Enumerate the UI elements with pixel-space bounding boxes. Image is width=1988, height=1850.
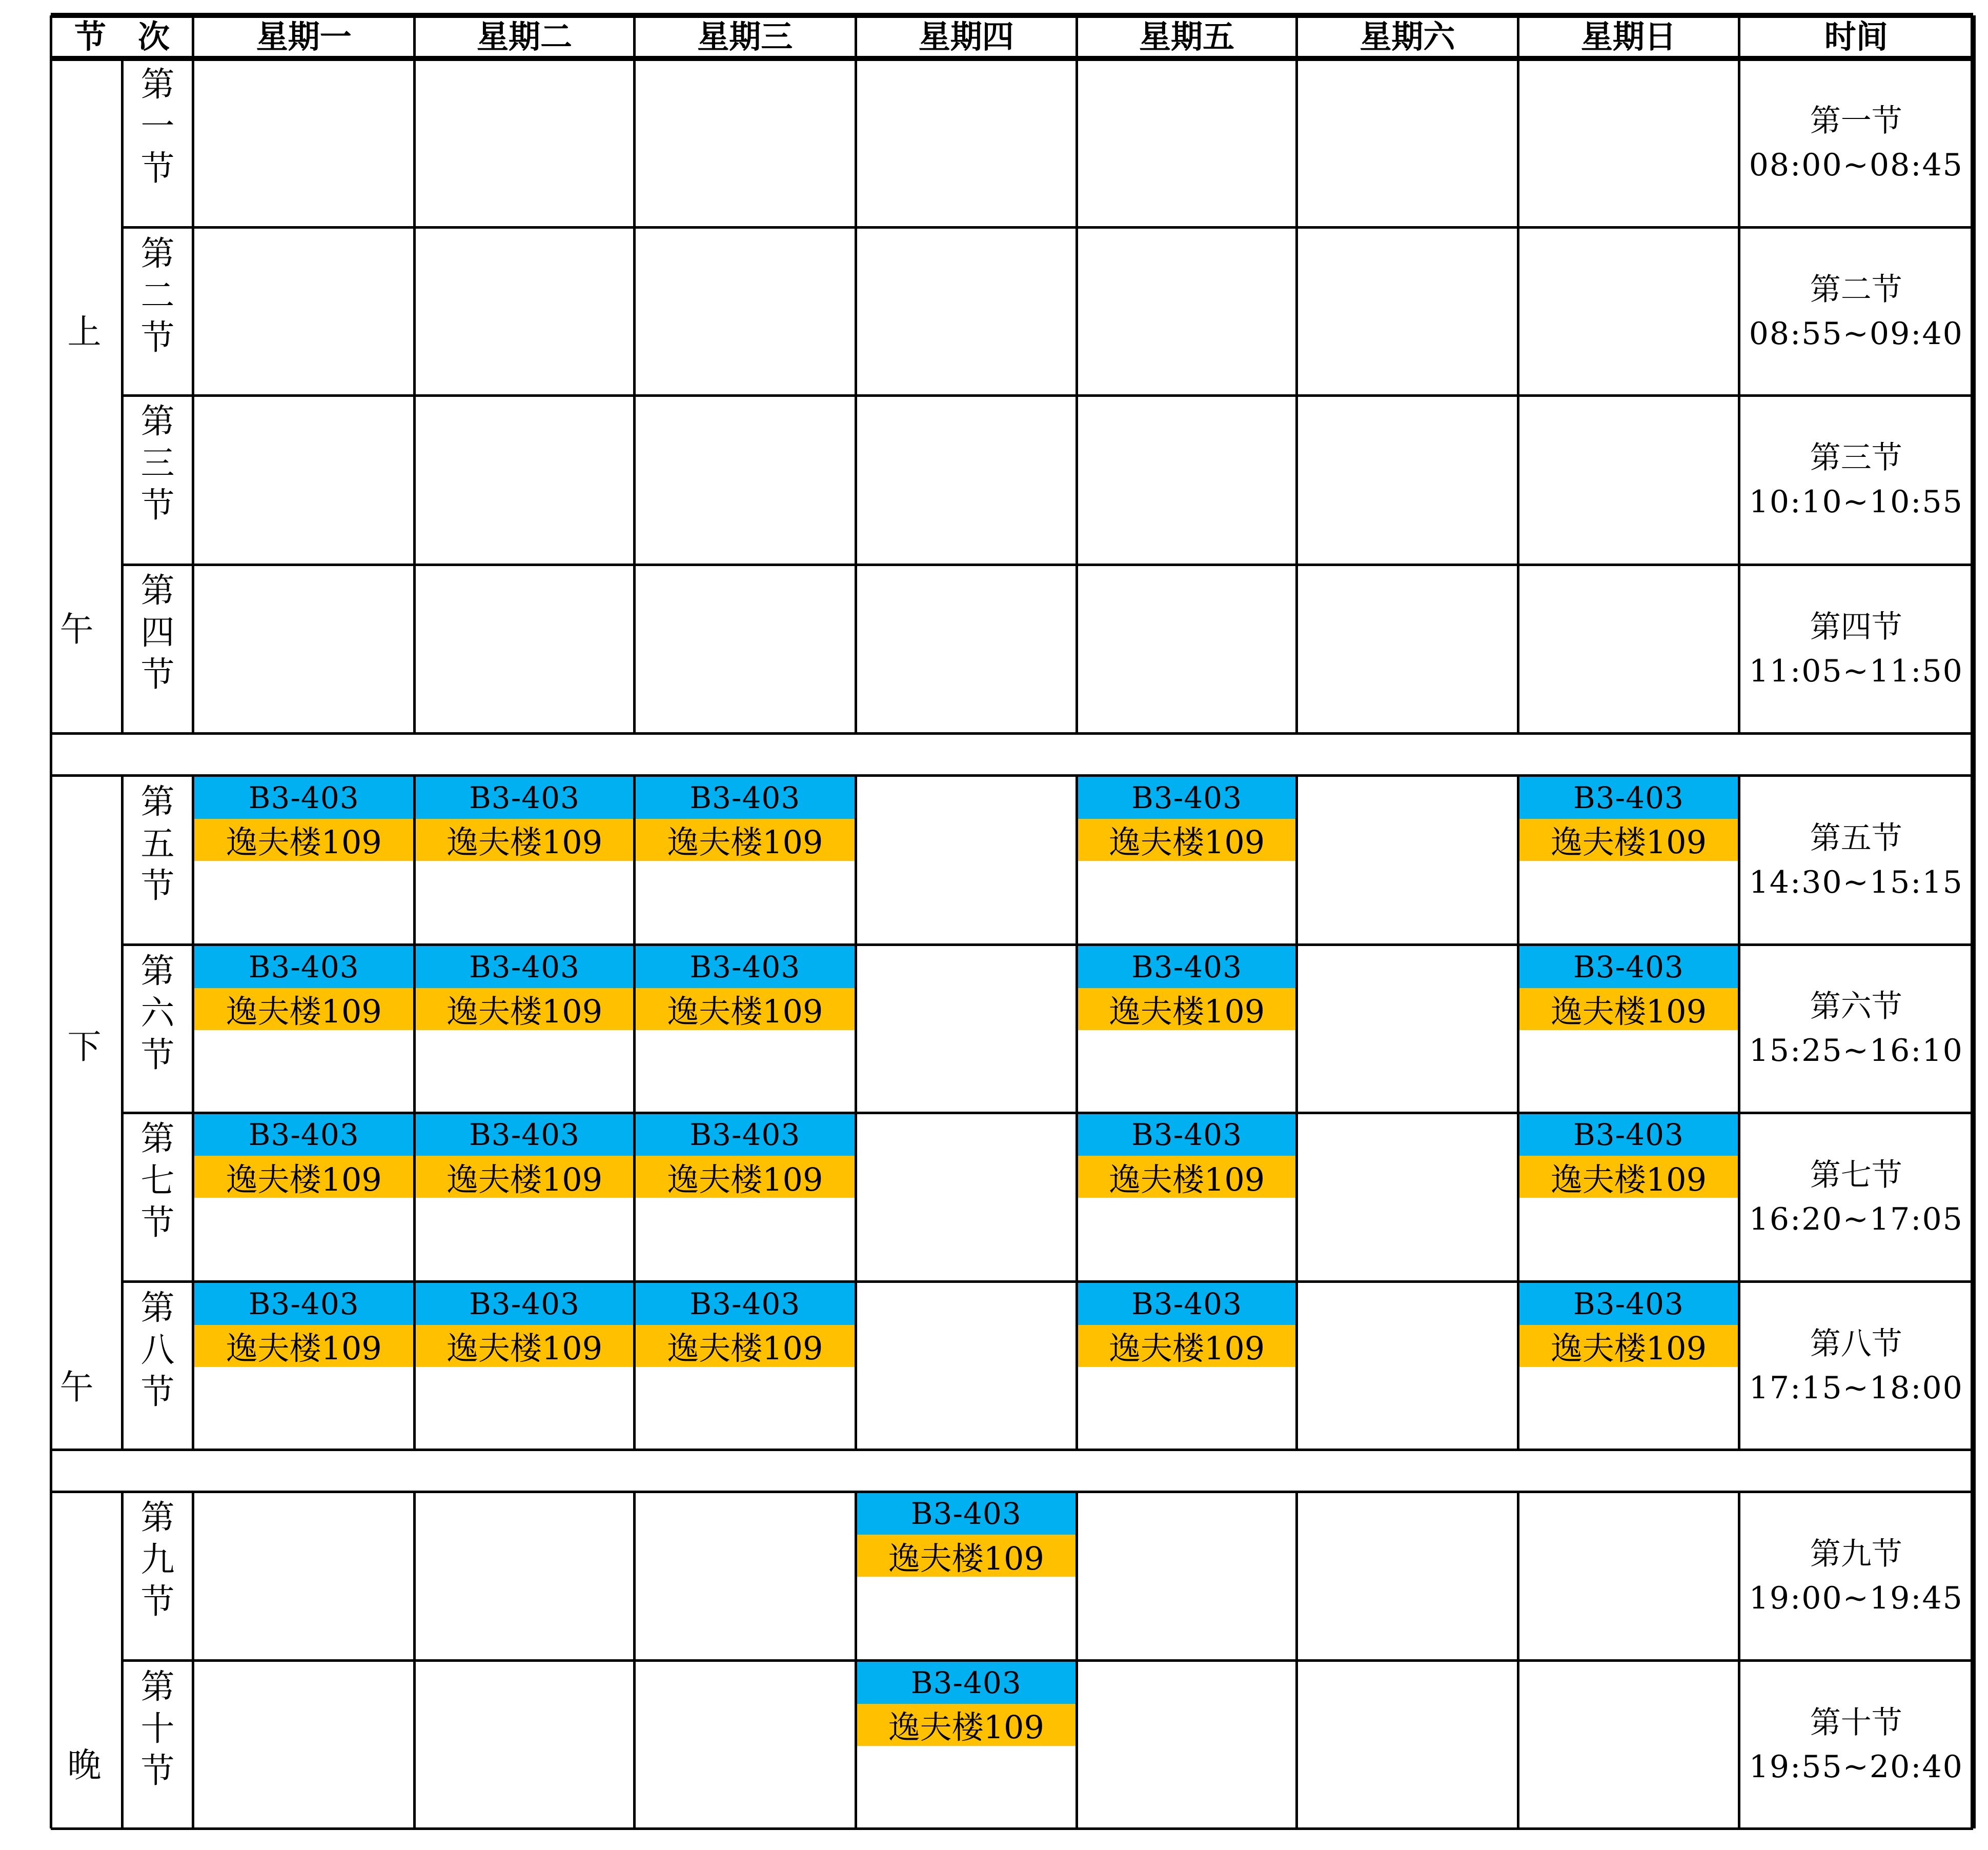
period-label-char: 节 (140, 1751, 175, 1791)
course-building: 逸夫楼109 (1078, 1156, 1296, 1198)
period-label-char: 第 (140, 1118, 175, 1158)
period-label-char: 节 (140, 1372, 175, 1412)
course-room: B3-403 (1078, 946, 1296, 988)
period-time (1739, 565, 1973, 734)
course-building: 逸夫楼109 (1519, 1325, 1738, 1367)
period-label-char: 节 (140, 866, 175, 906)
period-range: 08:00~08:45 (1749, 147, 1963, 183)
period-name: 第七节 (1810, 1157, 1902, 1193)
period-label-char: 十 (140, 1708, 175, 1748)
period-range: 14:30~15:15 (1749, 864, 1963, 900)
course-block[interactable] (415, 946, 633, 1030)
table-border-bottom (51, 1827, 1973, 1830)
break-band-line (51, 774, 1973, 777)
grid-row-line (122, 1280, 1973, 1283)
period-label (122, 1492, 193, 1661)
period-time (1739, 395, 1973, 565)
course-block[interactable] (194, 777, 414, 861)
header-col-divider (1076, 15, 1078, 58)
period-time (1739, 228, 1973, 395)
header-col-divider (413, 15, 416, 58)
period-name: 第十节 (1810, 1704, 1902, 1741)
course-room: B3-403 (1519, 946, 1738, 988)
course-room: B3-403 (636, 1283, 855, 1325)
period-label-char: 第 (140, 401, 175, 441)
period-name: 第二节 (1810, 271, 1902, 308)
header-time: 时间 (1824, 17, 1888, 55)
course-block[interactable] (1078, 946, 1296, 1030)
course-room: B3-403 (415, 1283, 633, 1325)
course-block[interactable] (194, 1114, 414, 1198)
period-label-char: 第 (140, 1666, 175, 1706)
course-building: 逸夫楼109 (415, 988, 633, 1030)
course-room: B3-403 (857, 1493, 1076, 1535)
header-day: 星期六 (1360, 17, 1455, 55)
break-band-line (51, 1491, 1973, 1493)
course-building: 逸夫楼109 (636, 988, 855, 1030)
course-room: B3-403 (1519, 777, 1738, 819)
course-block[interactable] (194, 946, 414, 1030)
course-building: 逸夫楼109 (1519, 819, 1738, 861)
period-range: 16:20~17:05 (1749, 1201, 1963, 1237)
break-band-line (51, 1449, 1973, 1451)
period-name: 第三节 (1810, 440, 1902, 476)
period-label-char: 第 (140, 781, 175, 821)
period-label-char: 节 (140, 1202, 175, 1242)
period-name: 第一节 (1810, 103, 1902, 139)
grid-row-line (122, 1659, 1973, 1662)
course-block[interactable] (857, 1493, 1076, 1577)
period-range: 19:00~19:45 (1749, 1580, 1963, 1616)
course-building: 逸夫楼109 (636, 1325, 855, 1367)
half-label-evening: 晚 (67, 1745, 102, 1785)
course-block[interactable] (857, 1662, 1076, 1746)
course-building: 逸夫楼109 (1519, 1156, 1738, 1198)
half-label-afternoon: 下 (67, 1027, 102, 1067)
course-room: B3-403 (415, 1114, 633, 1156)
course-building: 逸夫楼109 (857, 1535, 1076, 1577)
course-room: B3-403 (415, 777, 633, 819)
course-building: 逸夫楼109 (194, 1325, 414, 1367)
course-building: 逸夫楼109 (636, 1156, 855, 1198)
period-range: 10:10~10:55 (1749, 484, 1963, 520)
period-label-char: 五 (140, 823, 175, 863)
table-border-right (1971, 15, 1976, 1828)
period-name: 第五节 (1810, 820, 1902, 856)
period-label (122, 776, 193, 945)
break-band-line (51, 732, 1973, 735)
period-label-char: 第 (140, 571, 175, 611)
course-room: B3-403 (636, 1114, 855, 1156)
period-label-char: 第 (140, 1497, 175, 1537)
course-building: 逸夫楼109 (857, 1704, 1076, 1746)
period-label (122, 1661, 193, 1828)
course-building: 逸夫楼109 (1078, 988, 1296, 1030)
course-room: B3-403 (1519, 1283, 1738, 1325)
period-label (122, 945, 193, 1113)
period-label (122, 565, 193, 734)
course-block[interactable] (1519, 946, 1738, 1030)
course-building: 逸夫楼109 (1519, 988, 1738, 1030)
period-label-char: 六 (140, 993, 175, 1033)
course-building: 逸夫楼109 (194, 1156, 414, 1198)
grid-row-line (122, 1112, 1973, 1114)
period-label-char: 节 (140, 1035, 175, 1075)
period-time (1739, 1661, 1973, 1828)
period-range: 17:15~18:00 (1749, 1370, 1963, 1406)
header-col-divider (633, 15, 636, 58)
course-block[interactable] (636, 1283, 855, 1367)
header-day: 星期二 (476, 17, 572, 55)
course-building: 逸夫楼109 (636, 819, 855, 861)
course-room: B3-403 (636, 777, 855, 819)
header-day: 星期日 (1580, 17, 1676, 55)
course-block[interactable] (1519, 1283, 1738, 1367)
period-name: 第八节 (1810, 1325, 1902, 1362)
period-range: 19:55~20:40 (1749, 1748, 1963, 1785)
header-divider (51, 56, 1973, 61)
header-day: 星期三 (697, 17, 793, 55)
period-label (122, 1282, 193, 1450)
period-label-char: 七 (140, 1160, 175, 1200)
header-day: 星期五 (1139, 17, 1235, 55)
course-block[interactable] (1519, 777, 1738, 861)
course-room: B3-403 (1078, 777, 1296, 819)
grid-row-line (122, 226, 1973, 229)
grid-row-line (122, 943, 1973, 946)
course-building: 逸夫楼109 (1078, 819, 1296, 861)
half-label-morning: 午 (59, 610, 94, 650)
grid-row-line (122, 564, 1973, 566)
course-block[interactable] (415, 777, 633, 861)
header-corner: 节 次 (74, 17, 170, 55)
period-time (1739, 1113, 1973, 1282)
grid-row-line (122, 394, 1973, 397)
period-time (1739, 776, 1973, 945)
course-room: B3-403 (1519, 1114, 1738, 1156)
header-day: 星期一 (256, 17, 352, 55)
course-building: 逸夫楼109 (1078, 1325, 1296, 1367)
period-time (1739, 58, 1973, 228)
course-block[interactable] (636, 1114, 855, 1198)
period-label-char: 第 (140, 1288, 175, 1328)
course-room: B3-403 (194, 777, 414, 819)
header-col-divider (1295, 15, 1298, 58)
period-label-char: 节 (140, 317, 175, 357)
course-block[interactable] (1078, 1114, 1296, 1198)
course-block[interactable] (415, 1114, 633, 1198)
period-label-char: 节 (140, 1581, 175, 1621)
period-range: 11:05~11:50 (1749, 653, 1963, 690)
course-block[interactable] (194, 1283, 414, 1367)
course-room: B3-403 (194, 1283, 414, 1325)
course-building: 逸夫楼109 (194, 819, 414, 861)
course-block[interactable] (1519, 1114, 1738, 1198)
course-room: B3-403 (636, 946, 855, 988)
course-block[interactable] (636, 777, 855, 861)
header-day: 星期四 (918, 17, 1014, 55)
course-room: B3-403 (1078, 1283, 1296, 1325)
period-label (122, 1113, 193, 1282)
period-label-char: 节 (140, 148, 175, 188)
period-label-char: 第 (140, 233, 175, 273)
table-border-left (50, 15, 52, 1828)
half-label-afternoon: 午 (59, 1368, 94, 1407)
course-block[interactable] (636, 946, 855, 1030)
table-border-top (51, 13, 1973, 18)
period-label-char: 二 (140, 275, 175, 315)
period-name: 第四节 (1810, 609, 1902, 646)
course-room: B3-403 (415, 946, 633, 988)
course-block[interactable] (1078, 777, 1296, 861)
half-label-morning: 上 (67, 312, 102, 352)
period-name: 第九节 (1810, 1536, 1902, 1572)
period-label-char: 一 (140, 106, 175, 146)
course-room: B3-403 (194, 1114, 414, 1156)
period-label-char: 四 (140, 613, 175, 653)
course-building: 逸夫楼109 (415, 1325, 633, 1367)
course-block[interactable] (1078, 1283, 1296, 1367)
course-building: 逸夫楼109 (194, 988, 414, 1030)
period-label (122, 58, 193, 228)
period-label (122, 395, 193, 565)
period-label-char: 节 (140, 655, 175, 695)
period-time (1739, 1492, 1973, 1661)
course-building: 逸夫楼109 (415, 819, 633, 861)
period-range: 08:55~09:40 (1749, 315, 1963, 352)
period-label-char: 三 (140, 444, 175, 484)
course-block[interactable] (415, 1283, 633, 1367)
period-time (1739, 1282, 1973, 1450)
period-name: 第六节 (1810, 989, 1902, 1025)
header-col-divider (855, 15, 857, 58)
period-time (1739, 945, 1973, 1113)
course-room: B3-403 (194, 946, 414, 988)
period-label-char: 第 (140, 64, 175, 104)
header-col-divider (1738, 15, 1740, 58)
period-label-char: 第 (140, 951, 175, 991)
period-label (122, 228, 193, 395)
period-label-char: 九 (140, 1539, 175, 1579)
period-label-char: 八 (140, 1330, 175, 1370)
header-col-divider (1517, 15, 1519, 58)
period-range: 15:25~16:10 (1749, 1033, 1963, 1069)
course-room: B3-403 (1078, 1114, 1296, 1156)
header-col-divider (192, 15, 194, 58)
period-label-char: 节 (140, 486, 175, 526)
course-building: 逸夫楼109 (415, 1156, 633, 1198)
course-room: B3-403 (857, 1662, 1076, 1704)
